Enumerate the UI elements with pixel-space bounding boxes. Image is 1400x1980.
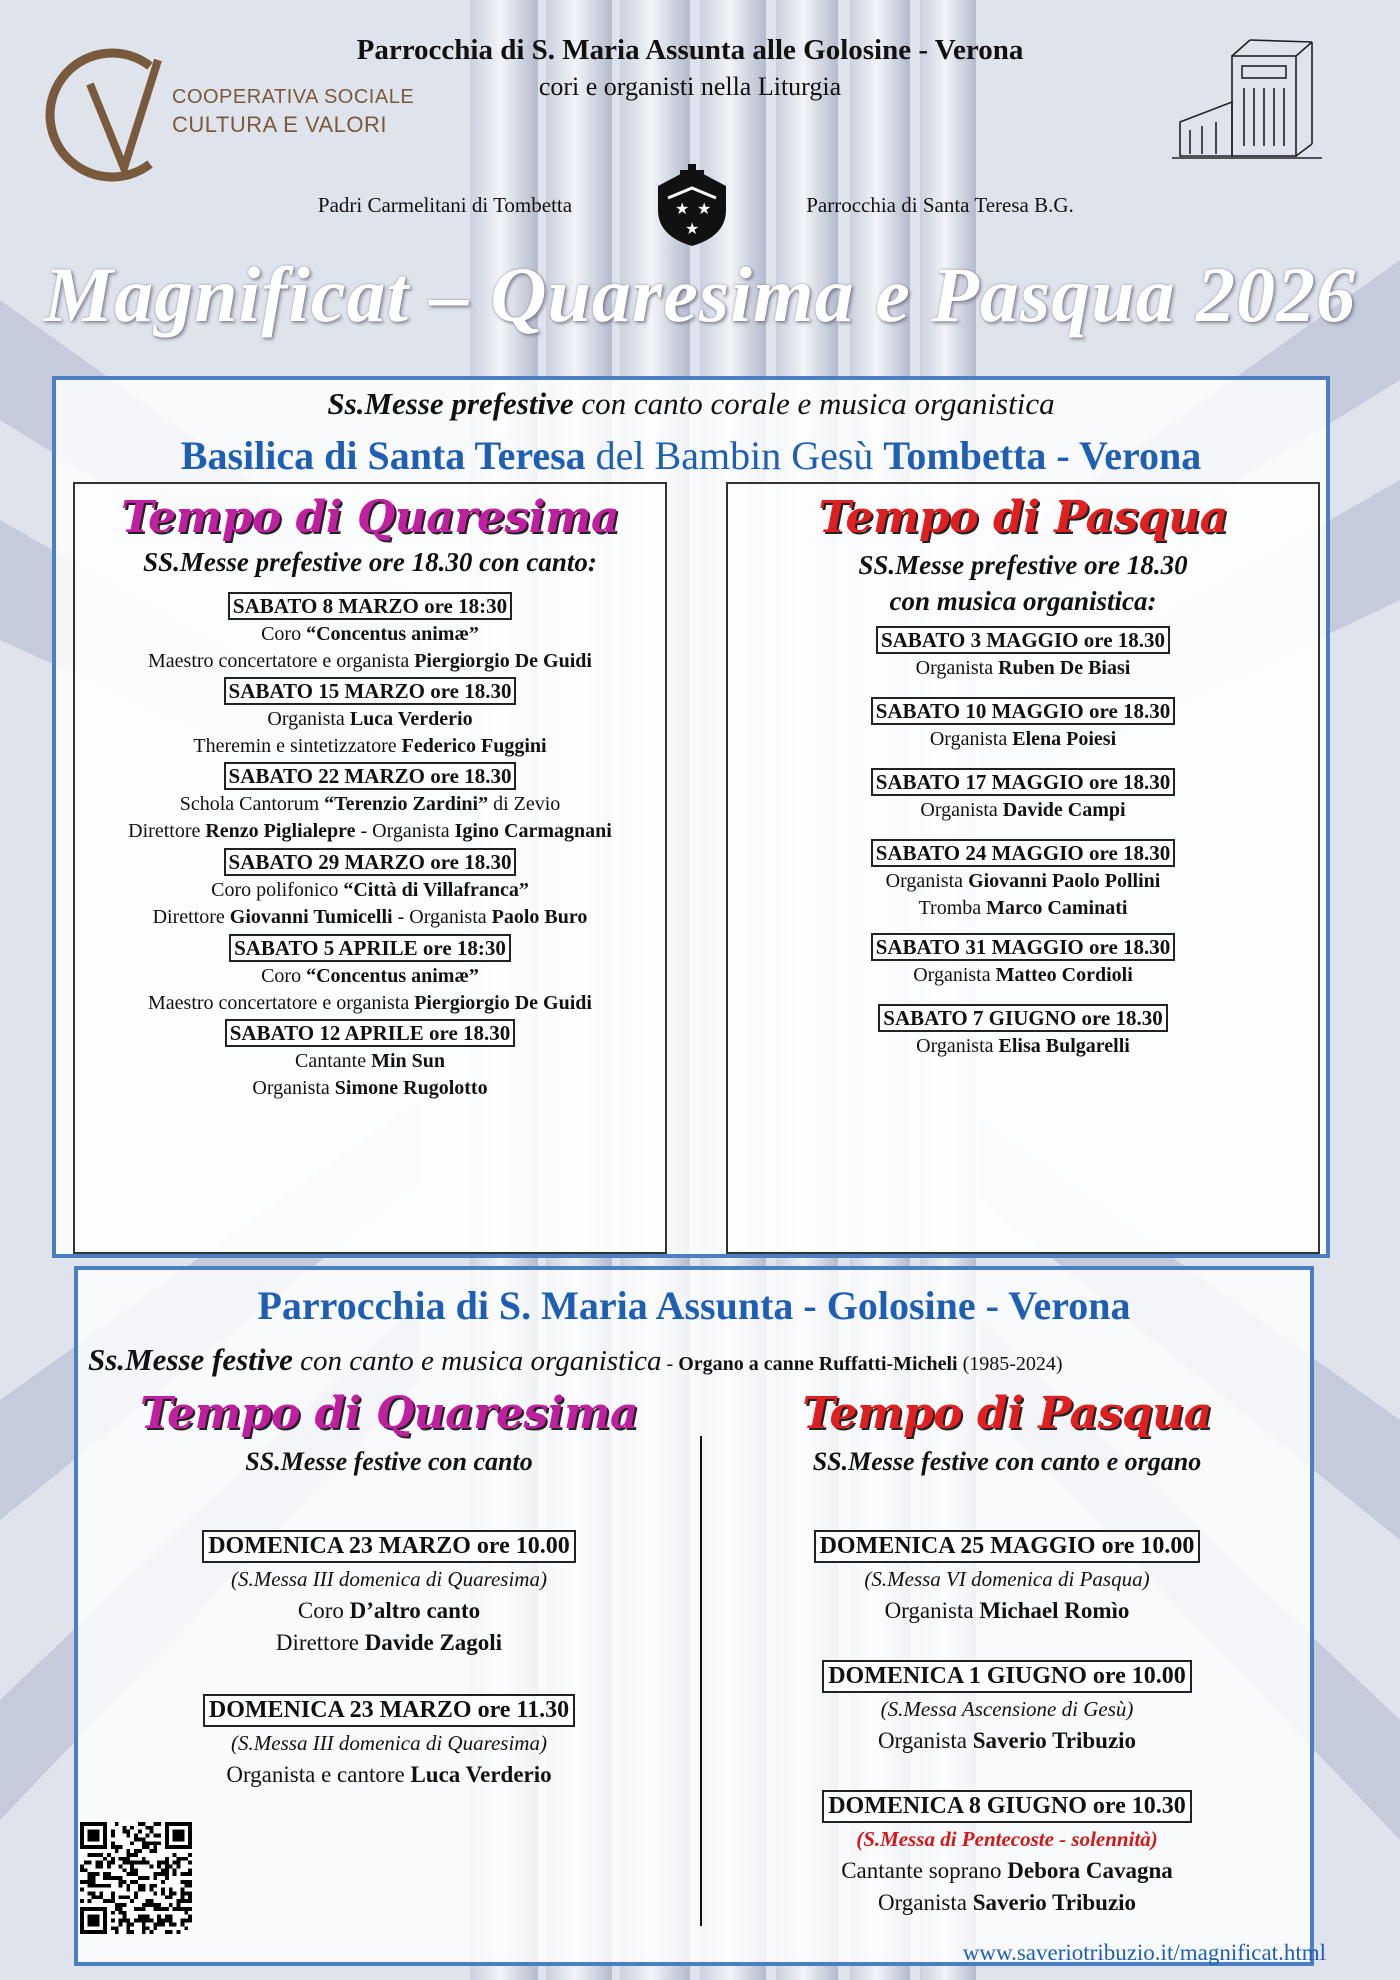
svg-text:★: ★ xyxy=(685,219,700,238)
event-line xyxy=(728,962,1318,989)
event-block xyxy=(728,839,1318,922)
event-line xyxy=(75,621,665,648)
performer-role: Organista xyxy=(920,799,1003,821)
event-date-row xyxy=(75,592,665,621)
pasqua-subtitle-2: con musica organistica: xyxy=(889,586,1157,616)
golosine-parish-name: Parrocchia di S. Maria Assunta - Golosine - Verona xyxy=(257,1283,1131,1328)
event-block xyxy=(78,1694,700,1791)
event-block xyxy=(75,762,665,845)
poster-title: Magnificat – Quaresima e Pasqua 2026 xyxy=(43,251,1357,338)
performer-name: Piergiorgio De Guidi xyxy=(414,650,592,672)
organ-name: Organo a canne Ruffatti-Micheli xyxy=(678,1353,958,1375)
event-date: SABATO 3 MAGGIO xyxy=(880,628,1079,652)
event-time: ore 10.00 xyxy=(1092,1663,1186,1689)
event-date-row xyxy=(78,1694,700,1727)
performer-name: “Terenzio Zardini” xyxy=(324,793,489,815)
svg-text:★: ★ xyxy=(697,199,712,218)
golosine-panel xyxy=(74,1266,1314,1966)
header-subtitle: cori e organisti nella Liturgia xyxy=(538,72,842,101)
event-line xyxy=(728,655,1318,682)
event-date-row xyxy=(704,1660,1310,1693)
performer-name: Davide Campi xyxy=(1002,799,1126,821)
performer-name: Saverio Tribuzio xyxy=(972,1890,1137,1915)
event-date-box xyxy=(224,677,517,705)
performer-role: - Organista xyxy=(355,820,455,842)
quaresima-subtitle: SS.Messe prefestive ore 18.30 con canto: xyxy=(143,547,597,577)
event-date-box xyxy=(871,933,1176,961)
event-time: ore 18.30 xyxy=(1089,699,1171,723)
event-line xyxy=(75,1048,665,1075)
performer-role: Organista xyxy=(916,1035,999,1057)
event-line xyxy=(75,706,665,733)
panel1-heading xyxy=(56,386,1326,422)
performer-role: Organista xyxy=(929,728,1013,750)
event-date: DOMENICA 23 MARZO xyxy=(208,1533,471,1559)
event-line xyxy=(75,990,665,1017)
event-date: SABATO 24 MAGGIO xyxy=(875,841,1084,865)
performer-role: Organista xyxy=(877,1728,973,1753)
performer-role: Coro xyxy=(297,1598,350,1623)
header-left-org: Padri Carmelitani di Tombetta xyxy=(317,193,573,217)
performer-name: “Concentus animæ” xyxy=(306,623,479,645)
event-block xyxy=(704,1530,1310,1627)
performer-role: Organista xyxy=(877,1890,973,1915)
event-date-row xyxy=(75,934,665,963)
performer-name: Piergiorgio De Guidi xyxy=(414,992,592,1014)
performer-role: Organista xyxy=(913,964,996,986)
panel1-pasqua-column xyxy=(726,482,1320,1254)
event-time: ore 18:30 xyxy=(422,936,506,960)
event-note: (S.Messa VI domenica di Pasqua) xyxy=(864,1567,1150,1591)
event-date: DOMENICA 25 MAGGIO xyxy=(819,1533,1096,1559)
performer-role: Organista xyxy=(884,1598,980,1623)
performer-name: Igino Carmagnani xyxy=(454,820,612,842)
event-line xyxy=(78,1627,700,1659)
event-date-box xyxy=(822,1660,1192,1693)
event-date-row xyxy=(75,1019,665,1048)
event-time: ore 10.00 xyxy=(1101,1533,1195,1559)
performer-name: “Città di Villafranca” xyxy=(343,879,529,901)
event-date-row xyxy=(75,848,665,877)
panel1-heading-rest: con canto corale e musica organistica xyxy=(573,386,1055,421)
performer-name: “Concentus animæ” xyxy=(306,965,479,987)
event-block xyxy=(75,934,665,1017)
performer-name: Michael Romìo xyxy=(979,1598,1130,1623)
event-date-box xyxy=(878,1004,1167,1032)
panel2-heading-dash: - xyxy=(661,1353,679,1375)
basilica-name-a: Basilica di Santa Teresa xyxy=(180,433,586,478)
event-line xyxy=(704,1725,1310,1757)
season-title-quaresima-2: Tempo di Quaresima xyxy=(139,1388,639,1439)
event-line xyxy=(704,1595,1310,1627)
event-line xyxy=(728,726,1318,753)
event-line xyxy=(728,868,1318,895)
event-line xyxy=(78,1595,700,1627)
quaresima-festive-subtitle: SS.Messe festive con canto xyxy=(245,1447,533,1476)
event-line xyxy=(75,1075,665,1102)
performer-role: di Zevio xyxy=(488,793,561,815)
performer-name: Luca Verderio xyxy=(410,1762,552,1787)
event-note: (S.Messa di Pentecoste - solennità) xyxy=(856,1827,1158,1851)
event-time: ore 10.00 xyxy=(476,1533,570,1559)
season-title-pasqua-2: Tempo di Pasqua xyxy=(802,1388,1212,1439)
event-date-box xyxy=(871,839,1176,867)
performer-name: Ruben De Biasi xyxy=(998,657,1131,679)
event-time: ore 18.30 xyxy=(1081,1006,1163,1030)
performer-name: Giovanni Tumicelli xyxy=(229,906,393,928)
event-date: SABATO 8 MARZO xyxy=(232,594,419,618)
panel2-heading xyxy=(88,1342,1320,1378)
column-divider xyxy=(700,1436,702,1926)
event-time: ore 18.30 xyxy=(1089,770,1171,794)
event-time: ore 18.30 xyxy=(430,850,512,874)
event-block xyxy=(75,592,665,675)
performer-name: Elisa Bulgarelli xyxy=(998,1035,1130,1057)
event-date: SABATO 10 MAGGIO xyxy=(875,699,1084,723)
website-link[interactable]: www.saveriotribuzio.it/magnificat.html xyxy=(962,1940,1326,1965)
event-date-box xyxy=(871,697,1176,725)
coop-name-line2: CULTURA E VALORI xyxy=(172,112,388,137)
event-block xyxy=(728,768,1318,824)
event-date: SABATO 17 MAGGIO xyxy=(875,770,1084,794)
event-date-row xyxy=(728,839,1318,868)
performer-name: Elena Poiesi xyxy=(1012,728,1117,750)
event-date-row xyxy=(704,1790,1310,1823)
church-drawing xyxy=(1172,26,1332,186)
event-date-box xyxy=(224,848,517,876)
event-date-row xyxy=(728,768,1318,797)
event-date: SABATO 22 MARZO xyxy=(228,764,425,788)
performer-role: Maestro concertatore e organista xyxy=(148,992,415,1014)
basilica-name xyxy=(56,432,1326,479)
performer-role: Organista xyxy=(885,870,969,892)
event-line xyxy=(75,648,665,675)
event-date: SABATO 12 APRILE xyxy=(229,1021,424,1045)
performer-role: Organista xyxy=(252,1077,335,1099)
event-date-box xyxy=(876,626,1170,654)
carmelite-shield-icon xyxy=(654,164,730,248)
event-time: ore 11.30 xyxy=(477,1697,570,1723)
performer-name: Marco Caminati xyxy=(986,897,1128,919)
panel2-heading-italic: con canto e musica organistica xyxy=(292,1345,662,1377)
performer-role: Cantante xyxy=(294,1050,372,1072)
event-line xyxy=(728,1033,1318,1060)
event-line xyxy=(75,791,665,818)
performer-name: Renzo Piglialepre xyxy=(205,820,356,842)
basilica-panel xyxy=(52,376,1330,1258)
event-time: ore 18.30 xyxy=(1089,841,1171,865)
event-block xyxy=(78,1530,700,1659)
performer-role: Direttore xyxy=(128,820,206,842)
pasqua-festive-subtitle: SS.Messe festive con canto e organo xyxy=(812,1447,1202,1476)
event-date-row xyxy=(728,933,1318,962)
panel1-quaresima-column xyxy=(73,482,667,1254)
event-line xyxy=(728,895,1318,922)
event-date-row xyxy=(728,1004,1318,1033)
event-date-box xyxy=(203,1694,575,1727)
performer-role: Coro xyxy=(261,965,307,987)
event-date-row xyxy=(728,697,1318,726)
event-date-box xyxy=(229,934,511,962)
event-time: ore 18.30 xyxy=(429,1021,511,1045)
performer-role: Cantante soprano xyxy=(841,1858,1008,1883)
event-block xyxy=(704,1790,1310,1919)
event-block xyxy=(75,677,665,760)
panel2-pasqua-column xyxy=(704,1388,1310,1477)
svg-text:★: ★ xyxy=(675,199,690,218)
event-time: ore 18:30 xyxy=(424,594,508,618)
performer-role: Direttore xyxy=(275,1630,365,1655)
qr-code[interactable] xyxy=(80,1822,192,1934)
event-block xyxy=(728,697,1318,753)
event-date-box xyxy=(822,1790,1192,1823)
event-time: ore 18.30 xyxy=(1083,628,1166,652)
season-title-pasqua: Tempo di Pasqua xyxy=(818,492,1228,543)
event-time: ore 18.30 xyxy=(430,679,512,703)
performer-role: Organista xyxy=(915,657,999,679)
performer-role: Schola Cantorum xyxy=(179,793,325,815)
performer-name: Matteo Cordioli xyxy=(995,964,1133,986)
event-date-box xyxy=(202,1530,576,1563)
event-date-row xyxy=(75,677,665,706)
performer-name: Paolo Buro xyxy=(491,906,588,928)
season-title-quaresima: Tempo di Quaresima xyxy=(120,492,620,543)
event-line xyxy=(75,963,665,990)
event-date: SABATO 15 MARZO xyxy=(228,679,425,703)
performer-role: Tromba xyxy=(918,897,987,919)
event-note: (S.Messa III domenica di Quaresima) xyxy=(231,1731,547,1755)
event-line xyxy=(78,1759,700,1791)
event-block xyxy=(75,848,665,931)
event-note: (S.Messa Ascensione di Gesù) xyxy=(880,1697,1134,1721)
basilica-name-b: del Bambin Gesù xyxy=(585,433,884,478)
performer-name: Saverio Tribuzio xyxy=(972,1728,1137,1753)
event-line xyxy=(728,797,1318,824)
event-date-row xyxy=(78,1530,700,1563)
performer-role: Organista e cantore xyxy=(226,1762,411,1787)
event-block xyxy=(728,1004,1318,1060)
panel2-heading-bold: Ss.Messe festive xyxy=(88,1342,293,1377)
event-date-box xyxy=(224,762,517,790)
event-date: SABATO 31 MAGGIO xyxy=(875,935,1084,959)
performer-name: Federico Fuggini xyxy=(401,735,547,757)
performer-name: D’altro canto xyxy=(349,1598,481,1623)
event-block xyxy=(728,933,1318,989)
event-time: ore 18.30 xyxy=(430,764,512,788)
event-line xyxy=(75,733,665,760)
event-date-row xyxy=(728,626,1318,655)
event-date-box xyxy=(228,592,512,620)
event-block xyxy=(704,1660,1310,1757)
event-line xyxy=(704,1887,1310,1919)
performer-name: Simone Rugolotto xyxy=(334,1077,488,1099)
event-date: DOMENICA 8 GIUGNO xyxy=(828,1793,1087,1819)
performer-role: - Organista xyxy=(392,906,492,928)
performer-name: Min Sun xyxy=(371,1050,446,1072)
performer-role: Coro xyxy=(261,623,307,645)
event-date: DOMENICA 23 MARZO xyxy=(208,1697,472,1723)
performer-role: Direttore xyxy=(152,906,230,928)
event-line xyxy=(75,818,665,845)
event-date: SABATO 5 APRILE xyxy=(234,936,418,960)
coop-name-line1: COOPERATIVA SOCIALE xyxy=(172,86,415,108)
event-block xyxy=(728,626,1318,682)
event-time: ore 10.30 xyxy=(1092,1793,1186,1819)
event-line xyxy=(75,877,665,904)
performer-role: Organista xyxy=(267,708,350,730)
event-line xyxy=(75,904,665,931)
event-date-box xyxy=(814,1530,1201,1563)
performer-name: Giovanni Paolo Pollini xyxy=(968,870,1161,892)
panel2-quaresima-column xyxy=(78,1388,700,1477)
performer-role: Maestro concertatore e organista xyxy=(148,650,415,672)
organ-years: (1985-2024) xyxy=(957,1353,1063,1375)
event-date-box xyxy=(225,1019,516,1047)
event-date-box xyxy=(871,768,1176,796)
event-date: SABATO 7 GIUGNO xyxy=(883,1006,1077,1030)
event-date: DOMENICA 1 GIUGNO xyxy=(828,1663,1087,1689)
performer-name: Davide Zagoli xyxy=(364,1630,503,1655)
header-parish: Parrocchia di S. Maria Assunta alle Golosine - Verona xyxy=(356,34,1024,66)
pasqua-subtitle-1: SS.Messe prefestive ore 18.30 xyxy=(858,550,1188,580)
performer-role: Coro polifonico xyxy=(211,879,344,901)
header-right-org: Parrocchia di Santa Teresa B.G. xyxy=(806,193,1074,217)
event-line xyxy=(704,1855,1310,1887)
event-note: (S.Messa III domenica di Quaresima) xyxy=(231,1567,547,1591)
event-block xyxy=(75,1019,665,1102)
event-date: SABATO 29 MARZO xyxy=(228,850,425,874)
panel1-heading-bold: Ss.Messe prefestive xyxy=(327,386,574,421)
event-time: ore 18.30 xyxy=(1089,935,1171,959)
performer-role: Theremin e sintetizzatore xyxy=(193,735,402,757)
event-date-row xyxy=(75,762,665,791)
performer-name: Luca Verderio xyxy=(349,708,473,730)
basilica-name-c: Tombetta - Verona xyxy=(883,433,1202,478)
event-date-row xyxy=(704,1530,1310,1563)
performer-name: Debora Cavagna xyxy=(1007,1858,1173,1883)
